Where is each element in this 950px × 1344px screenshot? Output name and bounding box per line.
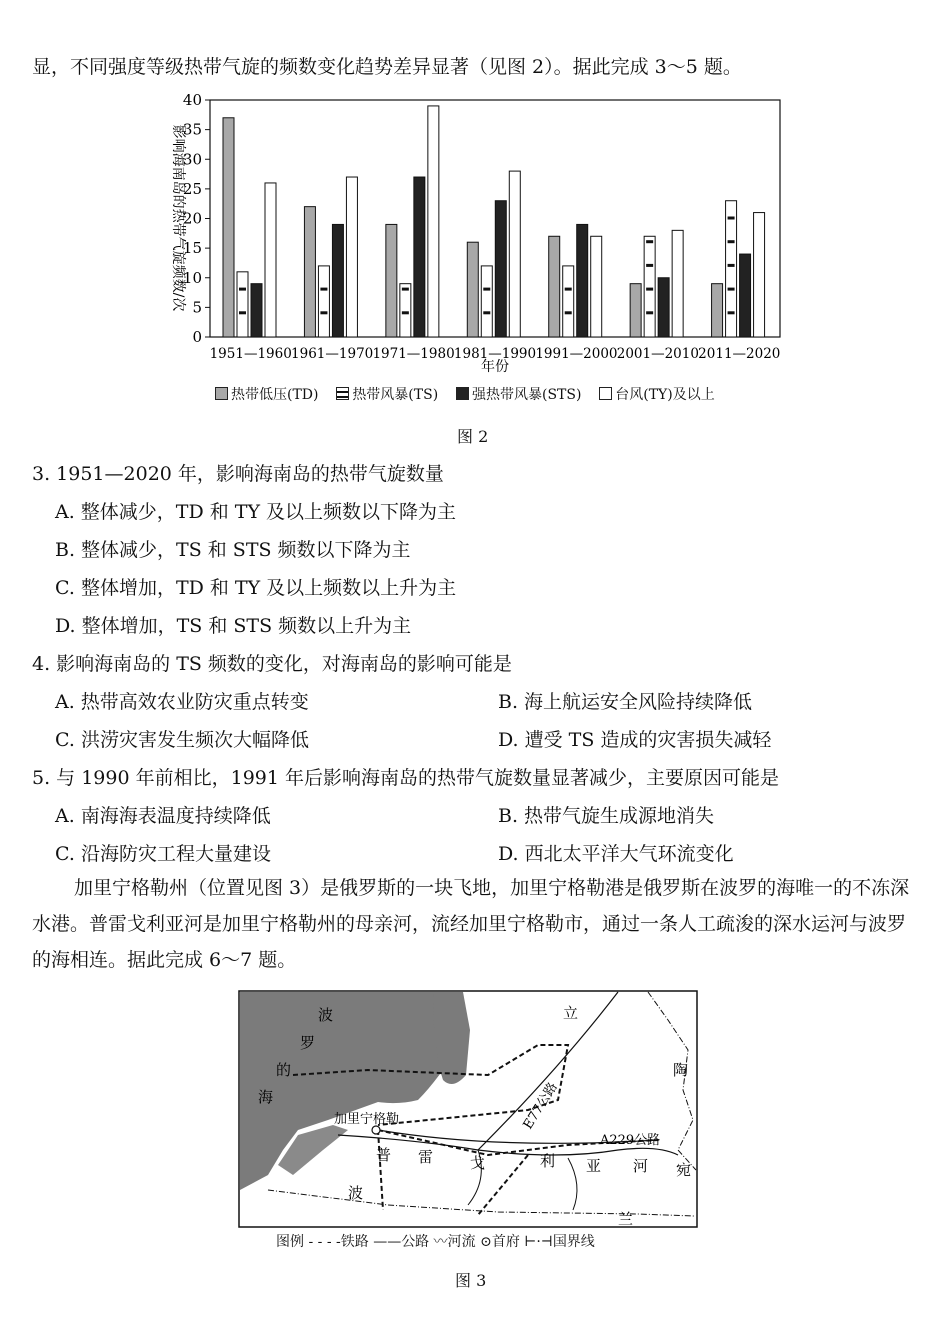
legend-capital: 首府: [491, 1234, 520, 1250]
x-tick-label: 1961—1970: [291, 346, 374, 362]
q5-option-b: B. 热带气旋生成源地消失: [498, 805, 715, 827]
figure-2-caption: 图 2: [457, 427, 489, 446]
q5-option-c: C. 沿海防灾工程大量建设: [55, 843, 271, 865]
poland-label-2: 兰: [618, 1210, 634, 1228]
bar-ts: [400, 284, 411, 337]
river-label-6: 河: [633, 1157, 649, 1175]
figure-2-chart: [150, 88, 800, 388]
bar-ts-hatch: [402, 288, 409, 291]
bar-sts: [414, 177, 425, 337]
bar-ty: [509, 171, 520, 337]
passage-kaliningrad: 加里宁格勒州（位置见图 3）是俄罗斯的一块飞地，加里宁格勒港是俄罗斯在波罗的海唯一的不冻深水港。普雷戈利亚河是加里宁格勒州的母亲河，流经加里宁格勒市，通过一条人工疏浚的深水运河与波罗的海相连。据此完成 6～7 题。: [32, 877, 910, 971]
x-axis-label: 年份: [481, 359, 509, 375]
poland-label-1: 波: [348, 1184, 364, 1202]
q5-option-a: A. 南海海表温度持续降低: [55, 805, 271, 827]
bar-ts: [644, 236, 655, 337]
bar-ty: [428, 106, 439, 337]
sea-label-4: 海: [258, 1088, 274, 1106]
question-3-stem: 3. 1951—2020 年，影响海南岛的热带气旋数量: [32, 463, 444, 485]
bar-ts-hatch: [728, 288, 735, 291]
bar-ts: [318, 266, 329, 337]
q4-option-d: D. 遭受 TS 造成的灾害损失减轻: [498, 729, 772, 751]
bar-ts-hatch: [728, 217, 735, 220]
bar-ts: [726, 201, 737, 337]
bar-ty: [591, 236, 602, 337]
legend-swatch-td: [215, 387, 228, 400]
question-5-stem: 5. 与 1990 年前相比，1991 年后影响海南岛的热带气旋数量显著减少，主要原因可能是: [32, 767, 779, 789]
bar-ty: [265, 183, 276, 337]
legend-railway-symbol: - - - -: [308, 1234, 341, 1250]
bar-ts-hatch: [320, 311, 327, 314]
bar-ts-hatch: [320, 288, 327, 291]
bar-td: [549, 236, 560, 337]
bar-ts: [237, 272, 248, 337]
x-tick-label: 2011—2020: [698, 346, 781, 362]
bar-sts: [740, 254, 751, 337]
figure-3-map: [238, 990, 700, 1230]
bar-sts: [495, 201, 506, 337]
bar-ts-hatch: [728, 240, 735, 243]
q4-option-c: C. 洪涝灾害发生频次大幅降低: [55, 729, 309, 751]
x-tick-label: 1981—1990: [453, 346, 537, 362]
y-tick-label: 25: [182, 179, 202, 198]
capital-marker: [372, 1126, 380, 1134]
q3-option-b: B. 整体减少，TS 和 STS 频数以下降为主: [55, 539, 411, 561]
bar-ts: [481, 266, 492, 337]
bar-ts-hatch: [483, 311, 490, 314]
bar-ty: [346, 177, 357, 337]
bar-ts-hatch: [728, 311, 735, 314]
legend-road-symbol: ——: [373, 1234, 402, 1250]
lithuania-label-2: 陶: [673, 1061, 689, 1079]
legend-border: 国界线: [552, 1234, 595, 1250]
road-e77-label: E77公路: [520, 1080, 561, 1133]
river-label-2: 雷: [418, 1148, 434, 1166]
river-label-4: 利: [540, 1152, 556, 1170]
lithuania-label-1: 立: [563, 1004, 579, 1022]
legend-border-symbol: ⊢·⊣: [524, 1234, 553, 1250]
sea-label-1: 波: [318, 1006, 334, 1024]
bar-ts-hatch: [646, 240, 653, 243]
q3-option-d: D. 整体增加，TS 和 STS 频数以上升为主: [55, 615, 412, 637]
bar-ts-hatch: [239, 288, 246, 291]
bar-td: [630, 284, 641, 337]
legend-river: 河流: [447, 1234, 476, 1250]
legend-sts: 强热带风暴(STS): [456, 387, 581, 403]
q5-option-d: D. 西北太平洋大气环流变化: [498, 843, 734, 865]
q3-option-c: C. 整体增加，TD 和 TY 及以上频数以上升为主: [55, 577, 457, 599]
bar-ts-hatch: [565, 311, 572, 314]
question-4-stem: 4. 影响海南岛的 TS 频数的变化，对海南岛的影响可能是: [32, 653, 512, 675]
legend-railway: 铁路: [340, 1234, 369, 1250]
legend-swatch-sts: [456, 387, 469, 400]
bar-ty: [672, 230, 683, 337]
city-label: 加里宁格勒: [334, 1112, 400, 1127]
legend-swatch-ty: [599, 387, 612, 400]
bar-ts-hatch: [402, 311, 409, 314]
bar-sts: [251, 284, 262, 337]
figure-3-caption: 图 3: [455, 1271, 487, 1290]
intro-line: 显，不同强度等级热带气旋的频数变化趋势差异显著（见图 2）。据此完成 3～5 题。: [32, 56, 742, 78]
y-tick-label: 40: [182, 91, 202, 109]
q3-option-a: A. 整体减少，TD 和 TY 及以上频数以下降为主: [55, 501, 457, 523]
bar-td: [223, 118, 234, 337]
bar-sts: [332, 224, 343, 337]
lithuania-label-3: 宛: [676, 1161, 692, 1179]
road-a229-label: A229公路: [600, 1133, 661, 1148]
bar-td: [304, 207, 315, 337]
y-tick-label: 0: [192, 328, 202, 346]
map-legend: [276, 1231, 595, 1251]
chart-legend: [215, 384, 715, 404]
legend-swatch-ts: [336, 387, 349, 400]
x-tick-label: 1971—1980: [372, 346, 455, 362]
legend-td: 热带低压(TD): [215, 387, 319, 403]
bar-ts-hatch: [646, 264, 653, 267]
bar-sts: [658, 278, 669, 337]
bar-ts-hatch: [646, 288, 653, 291]
y-tick-label: 15: [182, 239, 202, 258]
river-label-1: 普: [376, 1146, 392, 1164]
q4-option-b: B. 海上航运安全风险持续降低: [498, 691, 753, 713]
bar-ts-hatch: [239, 311, 246, 314]
y-tick-label: 10: [182, 268, 202, 287]
legend-ty: 台风(TY)及以上: [599, 387, 715, 403]
legend-road: 公路: [401, 1234, 430, 1250]
bar-ts: [563, 266, 574, 337]
legend-river-symbol: 〰: [433, 1234, 448, 1250]
bar-td: [386, 224, 397, 337]
y-tick-label: 35: [182, 120, 202, 139]
x-tick-label: 2001—2010: [616, 346, 699, 362]
bar-ts-hatch: [483, 288, 490, 291]
river-label-3: 戈: [470, 1154, 486, 1172]
x-tick-label: 1951—1960: [209, 346, 292, 362]
bar-sts: [577, 224, 588, 337]
bar-ts-hatch: [646, 311, 653, 314]
bar-ts-hatch: [565, 288, 572, 291]
sea-label-2: 罗: [300, 1034, 316, 1052]
q4-option-a: A. 热带高效农业防灾重点转变: [55, 691, 309, 713]
bar-ty: [754, 213, 765, 337]
x-tick-label: 1991—2000: [535, 346, 618, 362]
bar-td: [712, 284, 723, 337]
legend-ts: 热带风暴(TS): [336, 387, 438, 403]
y-tick-label: 5: [192, 298, 202, 317]
sea-label-3: 的: [276, 1061, 292, 1079]
river-label-5: 亚: [586, 1157, 602, 1175]
bar-td: [467, 242, 478, 337]
y-tick-label: 30: [182, 150, 202, 169]
bar-ts-hatch: [728, 264, 735, 267]
y-tick-label: 20: [182, 209, 202, 228]
legend-capital-symbol: ⊙: [480, 1234, 492, 1250]
legend-title: 图例: [276, 1234, 304, 1250]
y-axis-label: 影响海南岛的热带气旋频数/次: [170, 124, 186, 312]
